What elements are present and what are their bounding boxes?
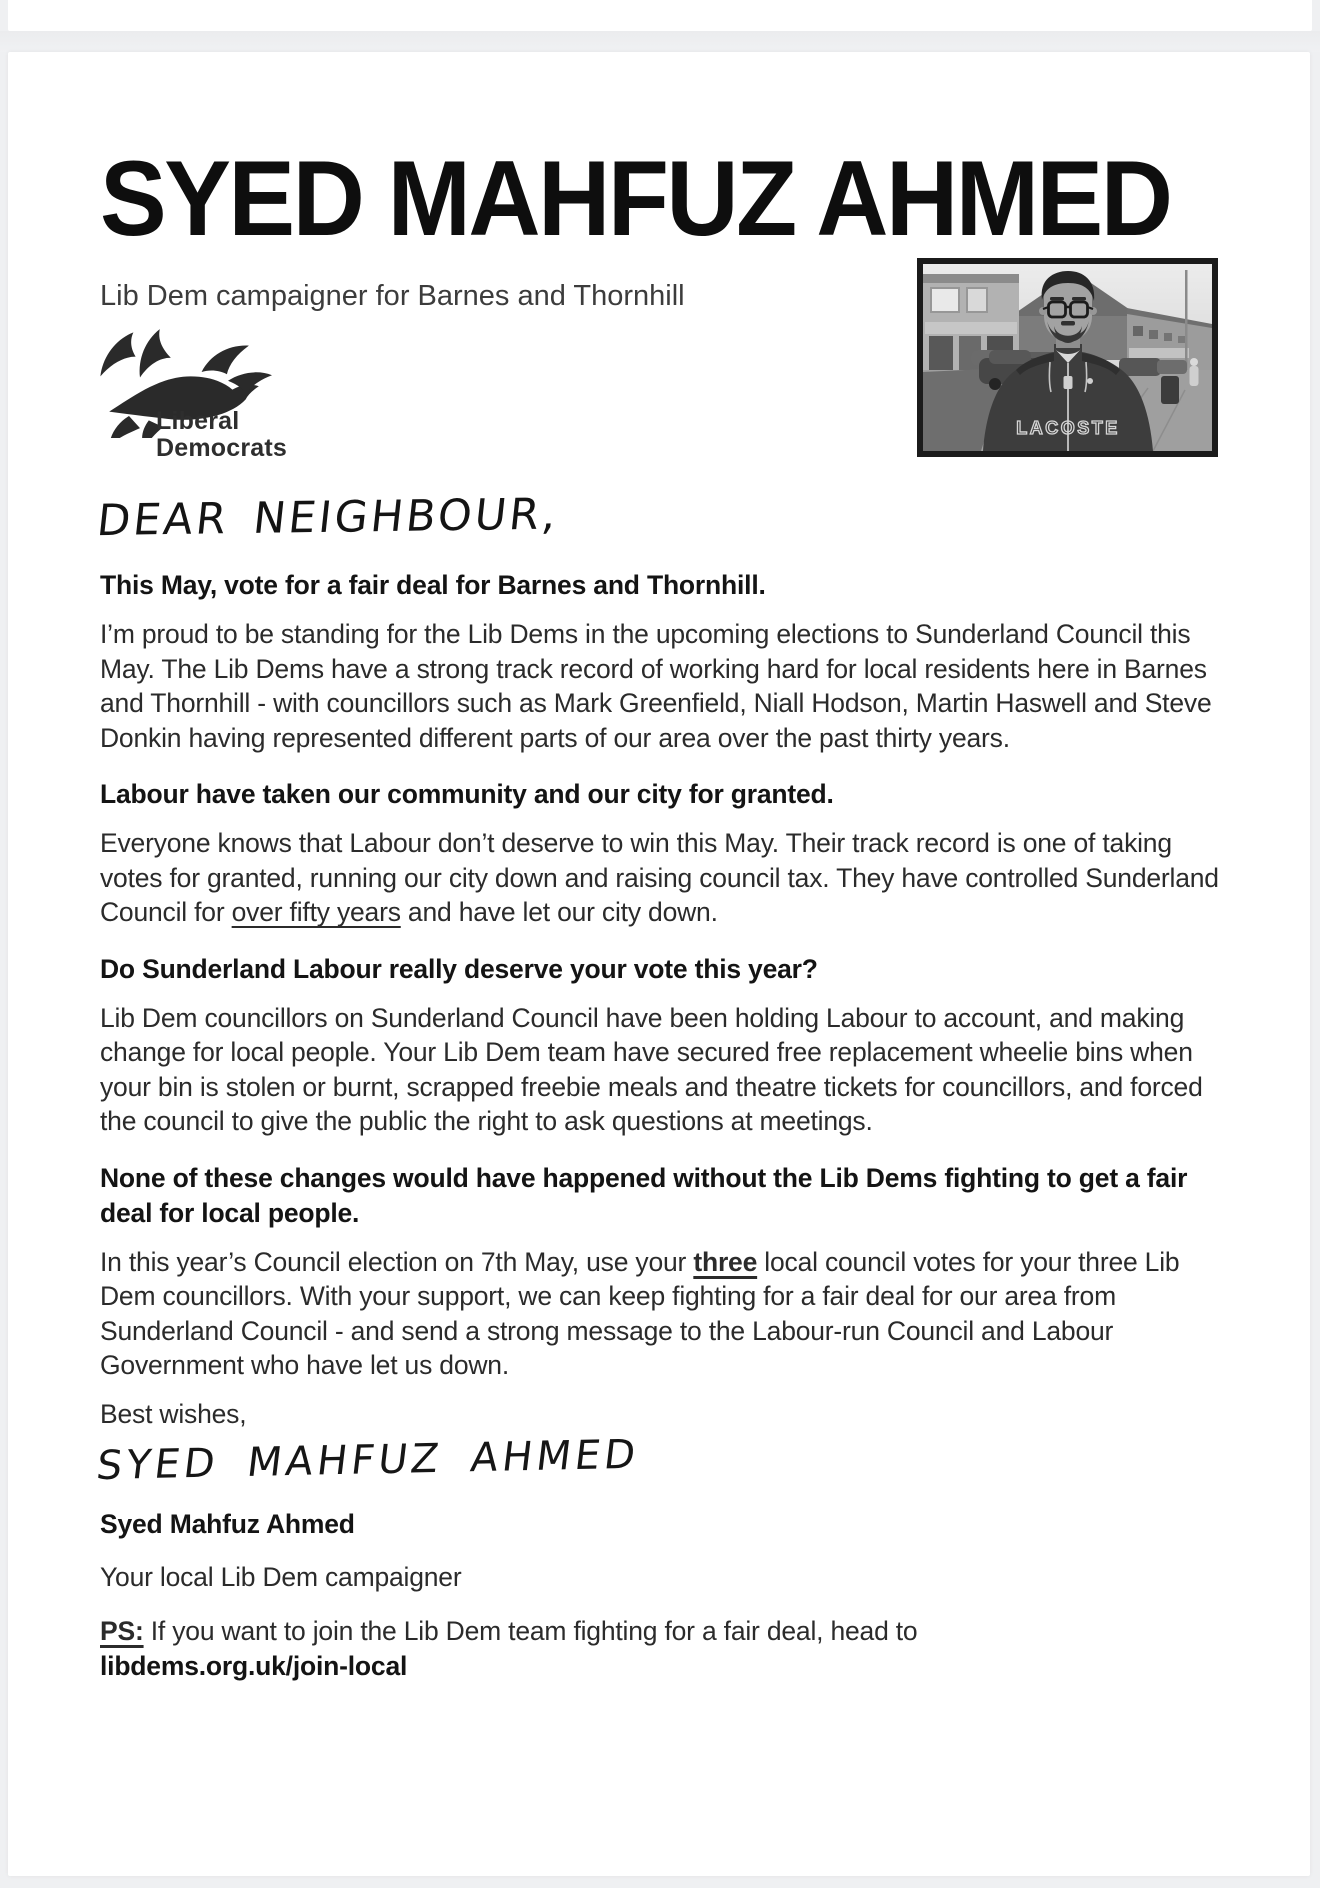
- libdem-logo: [100, 334, 420, 462]
- paragraph-labour-record-post: and have let our city down.: [400, 897, 718, 927]
- paragraph-labour-record: [100, 826, 1222, 930]
- leaflet-page: [8, 52, 1310, 1876]
- salutation-handwritten: DEAR NEIGHBOUR,: [94, 489, 562, 547]
- page-subtitle: Lib Dem campaigner for Barnes and Thornhill: [100, 280, 685, 312]
- page-gap-band: [0, 31, 1320, 52]
- letter-content: [8, 52, 1310, 1683]
- ps-label: PS:: [100, 1616, 144, 1646]
- heading-labour-granted: Labour have taken our community and our city for granted.: [100, 779, 834, 809]
- candidate-role: Your local Lib Dem campaigner: [100, 1561, 462, 1592]
- closing-best-wishes: Best wishes,: [100, 1398, 247, 1429]
- paragraph-three-votes-pre: In this year’s Council election on 7th May, use your: [100, 1246, 694, 1277]
- shirt-brand-text: LACOSTE: [1016, 418, 1120, 438]
- heading-none-of-changes: None of these changes would have happened without the Lib Dems fighting to get a fair deal for local people.: [100, 1162, 1188, 1228]
- signature-handwritten: SYED MAHFUZ AHMED: [94, 1431, 642, 1490]
- logo-word-line2: Democrats: [156, 434, 288, 462]
- paragraph-standing: I’m proud to be standing for the Lib Dems in the upcoming elections to Sunderland Council this May. The Lib Dems have a strong track record of working hard for local residents here in Barnes and Thornhill - with councillors such as Mark Greenfield, Niall Hodson, Martin Haswell and Steve Donkin having represented different parts of our area over the past thirty years.: [100, 619, 1212, 753]
- heading-fair-deal: This May, vote for a fair deal for Barnes and Thornhill.: [100, 570, 766, 600]
- page-title: SYED MAHFUZ AHMED: [100, 138, 1171, 259]
- ps-text: If you want to join the Lib Dem team fighting for a fair deal, head to: [143, 1616, 918, 1646]
- underline-over-fifty-years: over fifty years: [231, 897, 401, 927]
- heading-deserve-vote: Do Sunderland Labour really deserve your vote this year?: [100, 953, 818, 984]
- paragraph-holding-account: Lib Dem councillors on Sunderland Council have been holding Labour to account, and making change for local people. Your Lib Dem team have secured free replacement wheelie bins when your bin is stolen or burnt, scrapped freebie meals and theatre tickets for councillors, and forced the council to give the public the right to ask questions at meetings.: [100, 1002, 1203, 1136]
- ps-url: libdems.org.uk/join-local: [100, 1650, 408, 1681]
- previous-page-edge: [8, 0, 1312, 31]
- paragraph-three-votes: [100, 1245, 1222, 1383]
- ps-note: [100, 1614, 1222, 1683]
- paragraph-three-votes-post: local council votes for your three Lib Dem councillors. With your support, we can keep fighting for a fair deal for our area from Sunderland Council - and send a strong message to the Labour-run Council and Labour Government who have let us down.: [100, 1246, 1180, 1380]
- logo-word-line1: Liberal: [156, 407, 240, 435]
- candidate-name: Syed Mahfuz Ahmed: [100, 1509, 355, 1539]
- paragraph-labour-record-pre: Everyone knows that Labour don’t deserve to win this May. Their track record is one of taking votes for granted, running our city down and raising council tax. They have controlled Sunderland Council for: [100, 828, 1219, 927]
- emphasis-three: three: [693, 1246, 758, 1277]
